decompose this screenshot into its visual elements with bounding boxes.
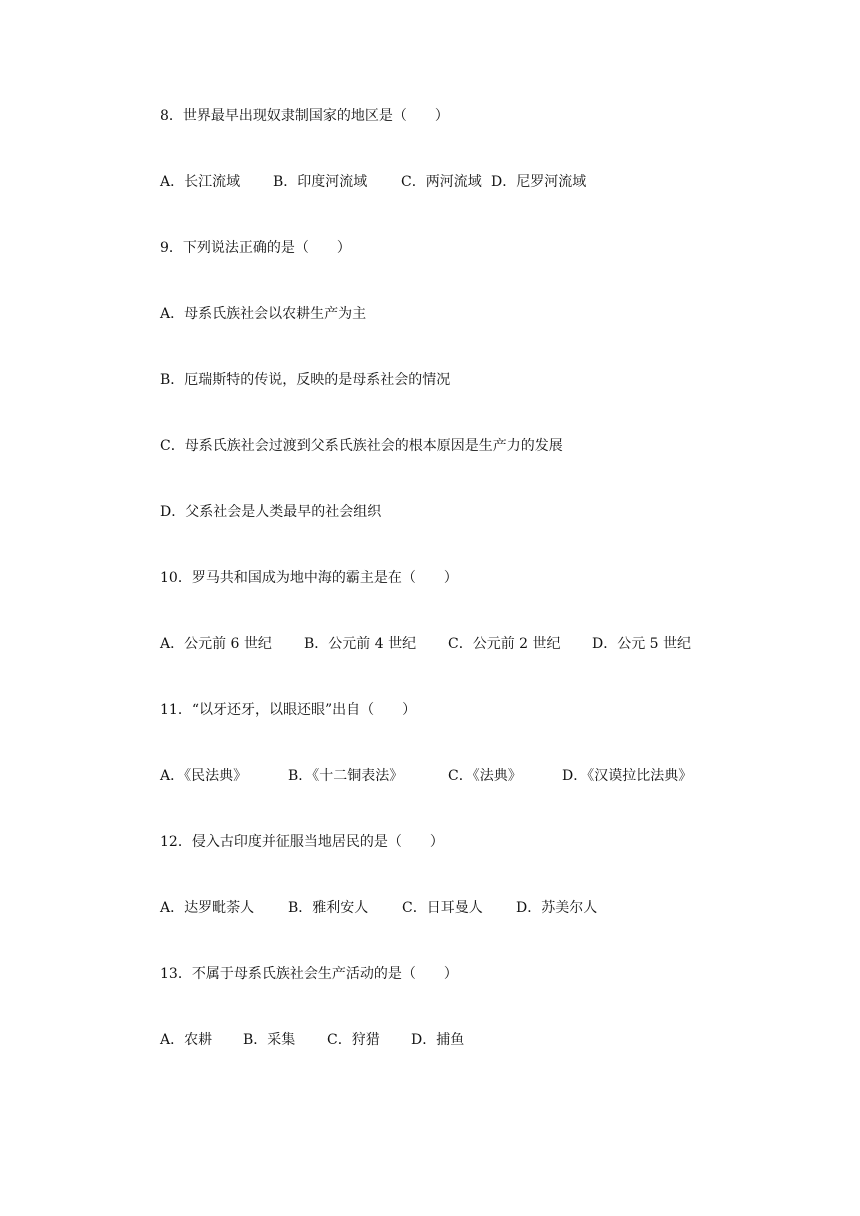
question-10-option-a: A．公元前 6 世纪: [160, 636, 272, 652]
question-8-option-c: C．两河流域: [401, 174, 482, 190]
question-9-option-a: A．母系氏族社会以农耕生产为主: [160, 306, 367, 322]
question-11-option-b: B．《十二铜表法》: [288, 768, 404, 784]
question-8-option-a: A．长江流域: [160, 174, 241, 190]
question-12-option-c: C．日耳曼人: [402, 900, 483, 916]
question-8-stem: 8．世界最早出现奴隶制国家的地区是（ ）: [160, 108, 449, 124]
question-9-stem: 9．下列说法正确的是（ ）: [160, 240, 351, 256]
question-9-option-b: B．厄瑞斯特的传说，反映的是母系社会的情况: [160, 372, 451, 388]
question-13-option-b: B．采集: [243, 1032, 296, 1048]
question-8-option-b: B．印度河流域: [273, 174, 368, 190]
question-13-option-a: A．农耕: [160, 1032, 213, 1048]
question-13-options: [160, 1030, 464, 1050]
question-12-option-b: B．雅利安人: [288, 900, 369, 916]
question-11-options: [160, 766, 692, 786]
question-11-option-c: C．《法典》: [448, 768, 522, 784]
question-11-option-a: A．《民法典》: [160, 768, 248, 784]
question-12-stem: 12．侵入古印度并征服当地居民的是（ ）: [160, 834, 444, 850]
question-11-stem: 11．“以牙还牙，以眼还眼”出自（ ）: [160, 702, 417, 718]
question-13-option-d: D．捕鱼: [411, 1032, 465, 1048]
question-12-option-d: D．苏美尔人: [516, 900, 598, 916]
question-10-options: [160, 634, 691, 654]
question-8-options: [160, 172, 586, 192]
question-12-options: [160, 898, 597, 918]
question-9-option-c: C．母系氏族社会过渡到父系氏族社会的根本原因是生产力的发展: [160, 438, 563, 454]
question-13-stem: 13．不属于母系氏族社会生产活动的是（ ）: [160, 966, 458, 982]
question-10-option-c: C．公元前 2 世纪: [448, 636, 561, 652]
question-12-option-a: A．达罗毗荼人: [160, 900, 255, 916]
question-9-option-d: D．父系社会是人类最早的社会组织: [160, 504, 382, 520]
question-11-option-d: D．《汉谟拉比法典》: [562, 768, 693, 784]
question-13-option-c: C．狩猎: [327, 1032, 380, 1048]
question-8-option-d: D．尼罗河流域: [491, 174, 587, 190]
question-10-option-d: D．公元 5 世纪: [592, 636, 692, 652]
question-10-stem: 10．罗马共和国成为地中海的霸主是在（ ）: [160, 570, 458, 586]
question-10-option-b: B．公元前 4 世纪: [304, 636, 417, 652]
